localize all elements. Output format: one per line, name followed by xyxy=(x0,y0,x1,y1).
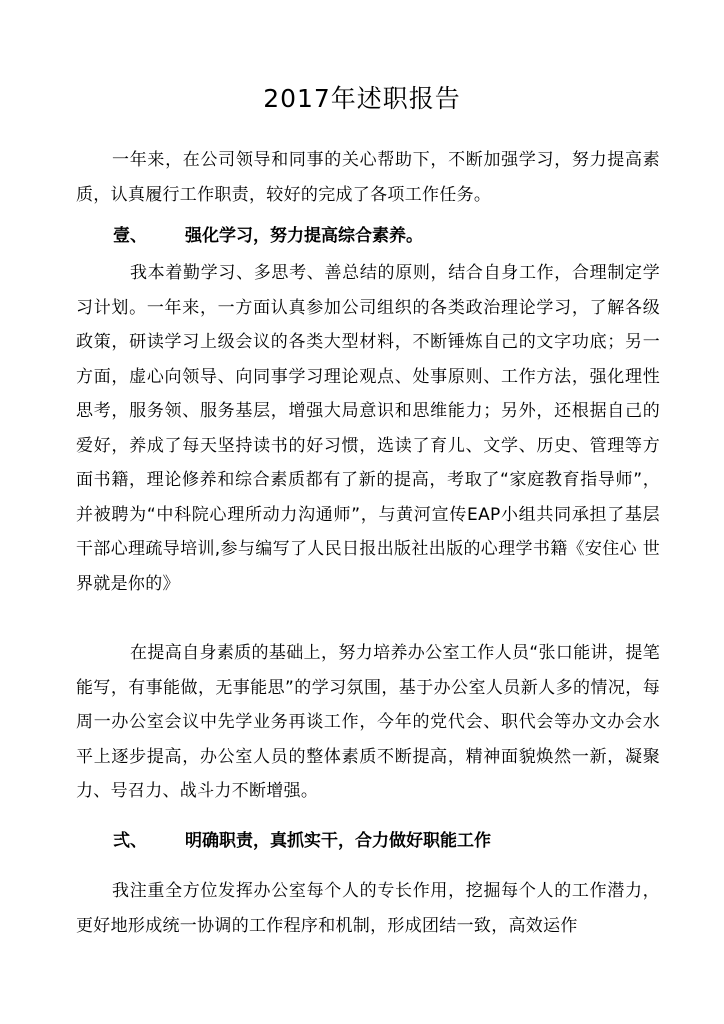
section1-paragraph-1: 我本着勤学习、多思考、善总结的原则，结合自身工作，合理制定学习计划。一年来，一方面认真参加公司组织的各类政治理论学习，了解各级政策，研读学习上级会议的各类大型材料，不断锤炼自己的文字功底；另一方面，虚心向领导、向同事学习理论观点、处事原则、工作方法，强化理性思考，服务领、服务基层，增强大局意识和思维能力；另外，还根据自己的爱好，养成了每天坚持读书的好习惯，选读了育儿、文学、历史、管理等方面书籍，理论修养和综合素质都有了新的提高，考取了“家庭教育指导师”，并被聘为“中科院心理所动力沟通师”，与黄河宣传EAP小组共同承担了基层干部心理疏导培训,参与编写了人民日报出版社出版的心理学书籍《安住心 世界就是你的》 xyxy=(76,263,660,594)
section-title-2: 明确职责，真抓实干，合力做好职能工作 xyxy=(185,831,491,851)
section1-paragraph-2: 在提高自身素质的基础上，努力培养办公室工作人员“张口能讲，提笔能写，有事能做，无事能思”的学习氛围，基于办公室人员新人多的情况，每周一办公室会议中先学业务再谈工作，今年的党代会、职代会等办文办会水平上逐步提高，办公室人员的整体素质不断提高，精神面貌焕然一新，凝聚力、号召力、战斗力不断增强。 xyxy=(76,643,660,801)
section-number-2: 弍、 xyxy=(113,831,147,851)
section-title-1: 强化学习，努力提高综合素养。 xyxy=(185,226,423,246)
section2-paragraph-1: 我注重全方位发挥办公室每个人的专长作用，挖掘每个人的工作潜力，更好地形成统一协调的工作程序和机制，形成团结一致，高效运作 xyxy=(76,881,660,936)
page-title: 2017年述职报告 xyxy=(263,84,461,113)
intro-paragraph: 一年来，在公司领导和同事的关心帮助下，不断加强学习，努力提高素质，认真履行工作职责，较好的完成了各项工作任务。 xyxy=(76,150,660,205)
section-heading-2 xyxy=(113,827,491,855)
section-heading-1 xyxy=(113,222,423,250)
section-number-1: 壹、 xyxy=(113,226,147,246)
